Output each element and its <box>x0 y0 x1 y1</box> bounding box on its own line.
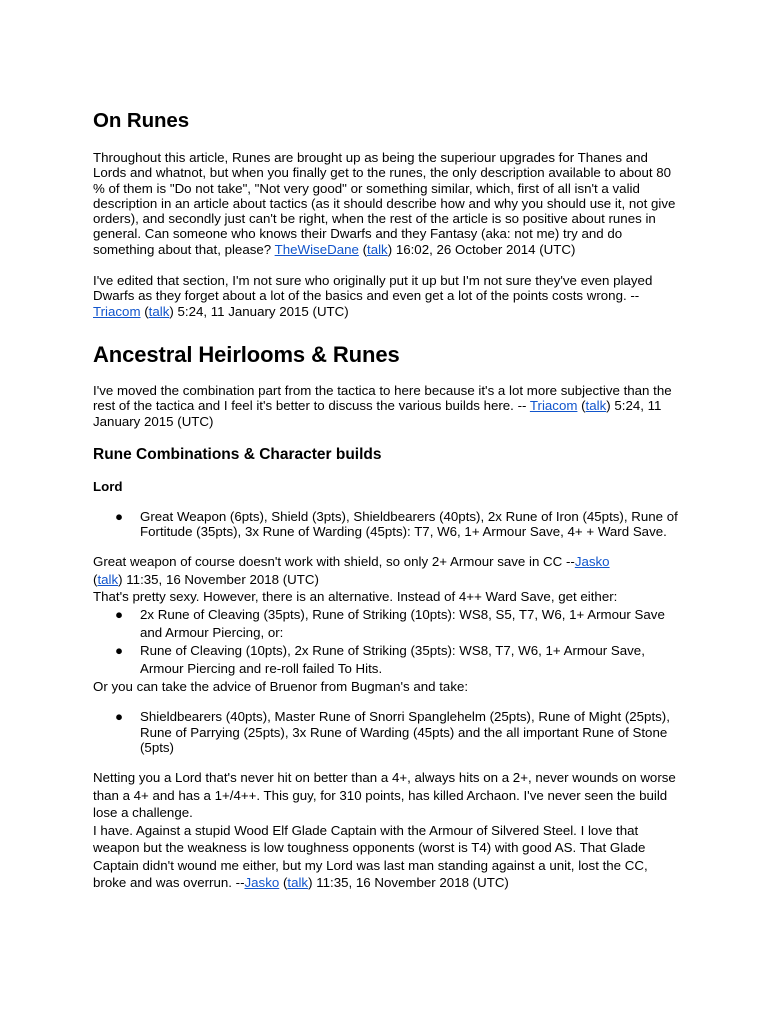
list-item <box>93 642 683 678</box>
comment-text: Throughout this article, Runes are brought up as being the superiour upgrades for Thanes and Lords and whatnot, but when you finally get to the runes, the only description available to about 80 % of them is "Do not take", "Not very good" or something similar, which, first of all isn't a valid description in an article about tactics (as it should describe how and why you should use it, not give orders), and secondly just can't be right, when the rest of the article is so positive about runes in general. Can someone who knows their Dwarfs and they Fantasy (aka: not me) try and do something about that, please? <box>93 150 676 257</box>
talk-link[interactable]: talk <box>97 571 119 587</box>
bullet-icon: ● <box>115 709 124 725</box>
list-item-text: 2x Rune of Cleaving (35pts), Rune of Striking (10pts): WS8, S5, T7, W6, 1+ Armour Save and Armour Piercing, or: <box>140 606 665 640</box>
signature-timestamp: ) 16:02, 26 October 2014 (UTC) <box>387 241 576 257</box>
alternative-build-list <box>93 606 683 678</box>
comment-text: I've edited that section, I'm not sure who originally put it up but I'm not sure they've even played Dwarfs as they forget about a lot of the basics and even get a lot of the points costs wrong. -- <box>93 273 653 304</box>
signature-timestamp: ) 11:35, 16 November 2018 (UTC) <box>308 875 509 891</box>
comment-paragraph <box>93 553 683 588</box>
bullet-icon: ● <box>115 642 124 658</box>
paren-open: ( <box>93 571 98 587</box>
lord-build-list <box>93 509 683 540</box>
signature-timestamp: ) 5:24, 11 January 2015 (UTC) <box>93 398 662 429</box>
bullet-icon: ● <box>115 606 124 622</box>
comment-paragraph <box>93 822 683 892</box>
comment-text: Great weapon of course doesn't work with shield, so only 2+ Armour save in CC -- <box>93 554 575 570</box>
paren-open: ( <box>140 303 149 319</box>
lord-heading: Lord <box>93 478 123 494</box>
paren-open: ( <box>358 241 367 257</box>
section-heading-on-runes: On Runes <box>93 109 190 132</box>
section-heading-ancestral-heirlooms: Ancestral Heirlooms & Runes <box>93 341 400 367</box>
list-item-text: Rune of Cleaving (10pts), 2x Rune of Striking (35pts): WS8, T7, W6, 1+ Armour Save, Armour Piercing and re-roll failed To Hits. <box>140 642 645 676</box>
document-page <box>93 108 683 892</box>
user-link-triacom[interactable]: Triacom <box>529 398 578 414</box>
user-link-thewisedane[interactable]: TheWiseDane <box>274 241 359 257</box>
signature-timestamp: ) 5:24, 11 January 2015 (UTC) <box>169 303 349 319</box>
comment-paragraph <box>93 273 683 319</box>
bullet-icon: ● <box>115 508 124 524</box>
list-item <box>93 606 683 642</box>
talk-link[interactable]: talk <box>148 303 170 319</box>
comment-text: I have. Against a stupid Wood Elf Glade Captain with the Armour of Silvered Steel. I love that weapon but the weakness is low toughness opponents (worst is T4) with good AS. That Glade Captain didn't wound me either, but my Lord was last man standing against a unit, lost the CC, broke and was overrun. -- <box>93 822 648 891</box>
list-item <box>93 509 683 540</box>
bruenor-build-list <box>93 709 683 755</box>
talk-link[interactable]: talk <box>585 398 607 414</box>
comment-paragraph: Or you can take the advice of Bruenor from Bugman's and take: <box>93 678 469 694</box>
comment-paragraph: That's pretty sexy. However, there is an alternative. Instead of 4++ Ward Save, get either: <box>93 589 618 605</box>
paren-open: ( <box>279 875 288 891</box>
comment-paragraph: Netting you a Lord that's never hit on better than a 4+, always hits on a 2+, never wounds on worse than a 4+ and has a 1+/4++. This guy, for 310 points, has killed Archaon. I've never seen the build lose a challenge. <box>93 770 676 821</box>
subsection-heading-rune-combinations: Rune Combinations & Character builds <box>93 445 382 463</box>
list-item <box>93 709 683 755</box>
talk-link[interactable]: talk <box>367 241 388 257</box>
user-link-jasko[interactable]: Jasko <box>574 554 610 570</box>
comment-paragraph <box>93 383 683 429</box>
paren-open: ( <box>577 398 586 414</box>
user-link-triacom[interactable]: Triacom <box>93 303 141 319</box>
comment-paragraph <box>93 150 683 257</box>
talk-link[interactable]: talk <box>287 875 309 891</box>
list-item-text: Great Weapon (6pts), Shield (3pts), Shieldbearers (40pts), 2x Rune of Iron (45pts), Rune of Fortitude (35pts), 3x Rune of Warding (45pts): T7, W6, 1+ Armour Save, 4+ + Ward Save. <box>140 508 678 540</box>
list-item-text: Shieldbearers (40pts), Master Rune of Snorri Spanglehelm (25pts), Rune of Might (25pts), Rune of Parrying (25pts), 3x Rune of Warding (45pts) and the all important Rune of Stone (5pts) <box>140 709 670 756</box>
comment-text: I've moved the combination part from the tactica to here because it's a lot more subjective than the rest of the tactica and I feel it's better to discuss the various builds here. -- <box>93 382 672 414</box>
signature-timestamp: ) 11:35, 16 November 2018 (UTC) <box>118 571 319 587</box>
user-link-jasko[interactable]: Jasko <box>244 875 280 891</box>
